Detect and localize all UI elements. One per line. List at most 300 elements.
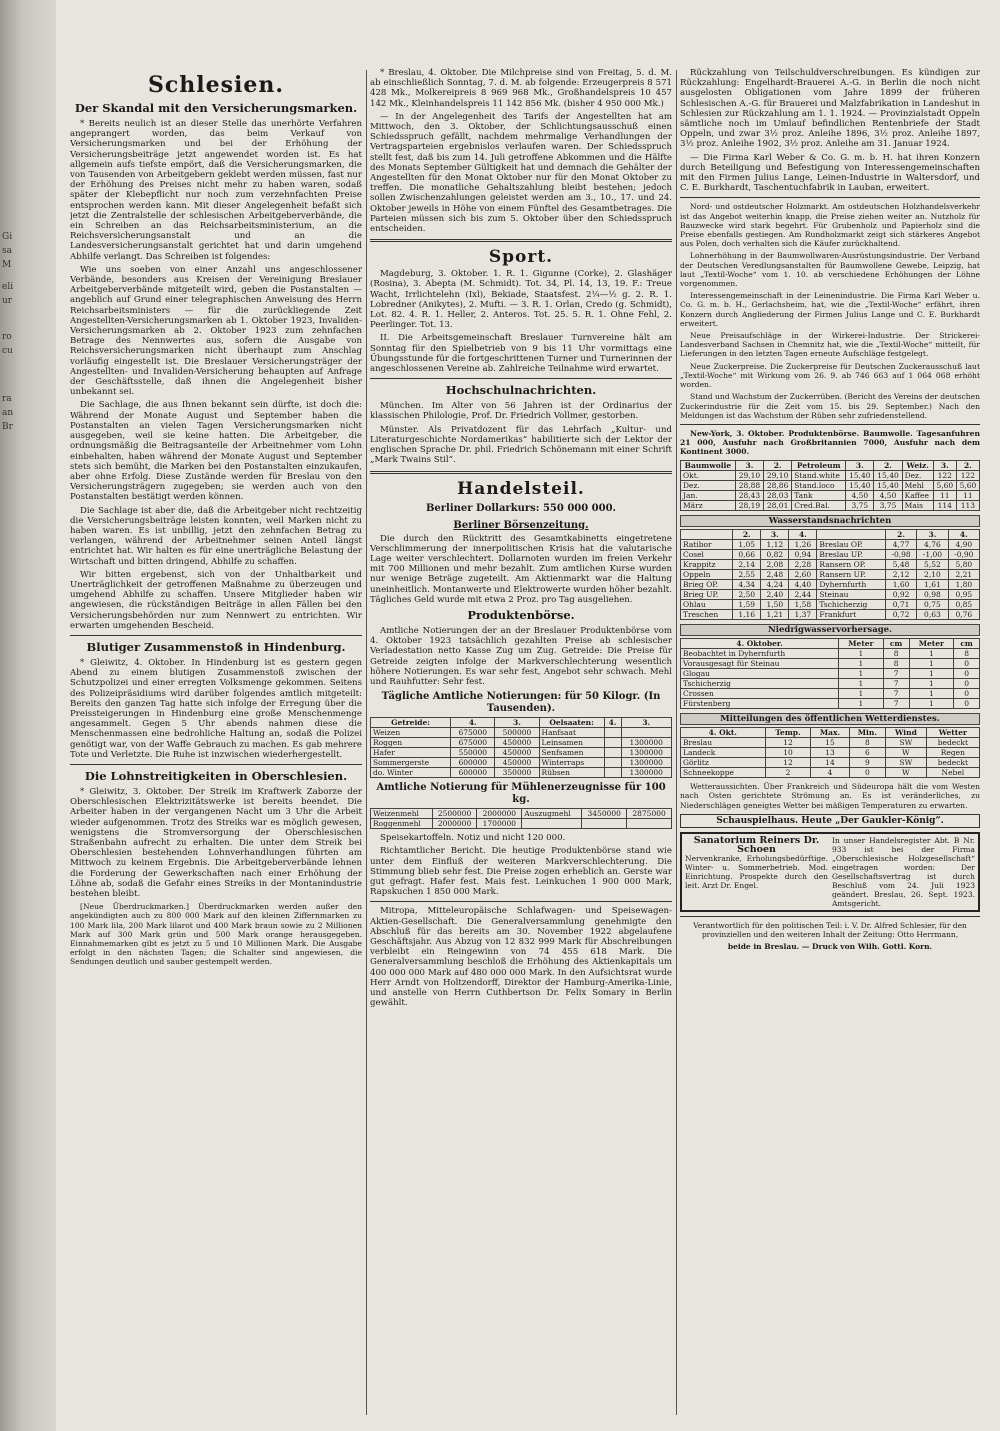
table-header-cell: Temp. (765, 728, 811, 738)
margin-fragment: M (2, 260, 12, 270)
table-cell (604, 758, 621, 768)
table-cell: 0 (954, 688, 980, 698)
table-header-cell: Oelsaaten: (539, 718, 604, 728)
table-row (681, 688, 980, 698)
table-cell: 28,01 (764, 500, 792, 510)
article-paragraph: München. Im Alter von 56 Jahren ist der Ordinarius der klassischen Philologie, Prof. Dr. Friedrich Vollmer, gestorben. (370, 401, 672, 422)
table-row (371, 728, 672, 738)
table-cell: -0,90 (948, 549, 979, 559)
table-cell: 28,43 (735, 490, 763, 500)
table-cell: Tschicherzig (817, 599, 886, 609)
table-cell: 0,75 (917, 599, 948, 609)
sanatorium-ad-text: Nervenkranke, Erholungsbedürftige. Winter- u. Sommerbetrieb. Mod. Einrichtung. Prospekte durch den leit. Arzt Dr. Engel. (685, 853, 828, 890)
table-cell: 114 (933, 500, 956, 510)
table-cell: 1 (839, 688, 884, 698)
table-row (681, 589, 980, 599)
table-row (681, 748, 980, 758)
table-header-cell: 3. (495, 718, 539, 728)
article-paragraph: Stand und Wachstum der Zuckerrüben. (Bericht des Vereins der deutschen Zuckerindustrie für die Zeit vom 15. bis 29. September.) Nach den Meldungen ist das Wachstum der Rüben sehr zufriedenstellend. (680, 392, 980, 420)
table-cell: Roggenmehl (371, 819, 433, 829)
table-caption: Amtliche Notierung für Mühlenerzeugnisse für 100 kg. (376, 782, 666, 806)
article-paragraph: Nord- und ostdeutscher Holzmarkt. Am ostdeutschen Holzhandelsverkehr ist das Angebot weiterhin knapp, die Preise ziehen weiter an. Nutzholz für Bauzwecke wird stark begehrt. Für Grubenholz und Papierholz sind die Preise ebenfalls gestiegen. Am Rundholzmarkt zeigt sich stärkeres Angebot aus Polen, doch verhalten sich die Käufer zurückhaltend. (680, 202, 980, 249)
article-paragraph: Amtliche Notierungen der an der Breslauer Produktenbörse vom 4. Oktober 1923 tatsächlich gezahlten Preise ab schlesischer Verladestation netto Kasse Zug um Zug. Getreide: Die Preise für Getreide zeigten infolge der Markverschlechterung wesentlich höhere Notierungen. Es war sehr fest, Angebot sehr schwach. Mehl und Rauhfutter: Sehr fest. (370, 625, 672, 687)
table-cell: 1,80 (948, 579, 979, 589)
table-cell: 8 (849, 738, 886, 748)
article-paragraph: Magdeburg, 3. Oktober. 1. R. 1. Gigunne (Corke), 2. Glashäger (Rosina), 3. Abepta (M. Schmidt). Tot. 34, Pl. 14, 13, 19. F.: Treue Wacht, Irrlichtelehn (Ixl), Bekiade, Staatsfest. 2¼—½ g. 2. R. 1. Lobredner (Anikytes), 2. Mufti. — 3. R. 1. Orlan, Credo (g. Schmidt), Lot. 82. 4. R. 1. Heller, 2. Anteros. Tot. 25. 5. R. 1. Ohne Fehl, 2. Peerlinger. Tot. 13. (370, 269, 672, 331)
table-cell: 15 (811, 738, 849, 748)
table-cell: Brieg UP. (681, 589, 733, 599)
article-paragraph: * Bereits neulich ist an dieser Stelle das unerhörte Verfahren angeprangert worden, das beim Verkauf von Versicherungsmarken und bei der Erhöhung der Versicherungsbeiträge jetzt angewendet worden ist. Es hat allgemein aufs tiefste empört, daß die Versicherungsmarken, die von Tausenden von Arbeitgebern geklebt werden müssen, fast nur der Erhöhung des Preises nicht mehr zu haben waren, sodaß später der Klebepflicht nur noch zum verzehnfachten Preise entsprochen werden kann. Mit dieser Angelegenheit befaßt sich jetzt die Zentralstelle der schlesischen Arbeitgeberverbände, die ein Schreiben an das Reichsarbeitsministerium, an die Reichsversicherungsanstalt und an die Landesversicherungsanstalt gerichtet hat und darin umgehend Abhilfe verlangt. Das Schreiben ist folgendes: (70, 119, 362, 262)
table-cell: SW (886, 758, 927, 768)
margin-fragment: sa (2, 246, 12, 256)
mehl-table (370, 808, 672, 829)
table-cell: Regen (926, 748, 979, 758)
separator (70, 764, 362, 765)
table-row (681, 490, 980, 500)
table-cell: 12 (765, 758, 811, 768)
table-cell (582, 819, 627, 829)
table-cell: 5,60 (956, 480, 979, 490)
table-cell: 1 (839, 668, 884, 678)
article-title: Blutiger Zusammenstoß in Hindenburg. (86, 639, 346, 654)
table-cell: Winterraps (539, 758, 604, 768)
table-header-cell: 2. (764, 460, 792, 470)
table-cell: 2500000 (432, 809, 477, 819)
table-cell: Krappitz (681, 559, 733, 569)
table-cell: Cosel (681, 549, 733, 559)
table-cell: 1,59 (733, 599, 761, 609)
table-cell: 15,40 (846, 470, 874, 480)
table-cell: 0,63 (917, 609, 948, 619)
theater-notice: Schauspielhaus. Heute „Der Gaukler-König“. (680, 814, 980, 828)
article-paragraph: Münster. Als Privatdozent für das Lehrfach „Kultur- und Literaturgeschichte Nordamerikas“ habilitierte sich der Lektor der englischen Sprache Dr. phil. Friedrich Schönemann mit einer Schrift „Mark Twains Stil“. (370, 424, 672, 466)
handelsregister-notice: In unser Handelsregister Abt. B Nr. 933 ist bei der Firma „Oberschlesische Holzgesellschaft“ eingetragen worden: Der Gesellschaftsvertrag ist durch Beschluß vom 24. Juli 1923 geändert. Breslau, 26. Sept. 1923. Amtsgericht. (832, 835, 975, 908)
table-cell: Mehl (902, 480, 933, 490)
table-cell: 2,28 (789, 559, 817, 569)
separator (680, 424, 980, 425)
niedrigwasser-title: Niedrigwasservorhersage. (680, 624, 980, 636)
wasserstand-table (680, 529, 980, 620)
advertisement-box (680, 832, 980, 912)
wetter-table (680, 727, 980, 778)
separator (370, 901, 672, 902)
table-header-cell: 2. (956, 460, 979, 470)
table-cell: 15,40 (874, 480, 902, 490)
table-cell: 1,12 (761, 539, 789, 549)
table-cell: 1,60 (885, 579, 916, 589)
table-row (681, 609, 980, 619)
table-cell: 28,88 (735, 480, 763, 490)
table-cell: do. Winter (371, 768, 451, 778)
table-header-cell: 4. (948, 529, 979, 539)
table-cell: 0,85 (948, 599, 979, 609)
table-cell: 2,60 (789, 569, 817, 579)
table-row (371, 758, 672, 768)
table-row (681, 648, 980, 658)
table-cell: 0 (954, 698, 980, 708)
table-cell: 0 (954, 658, 980, 668)
table-cell: 500000 (495, 728, 539, 738)
table-cell: 4 (811, 768, 849, 778)
table-cell: 4,24 (761, 579, 789, 589)
article-paragraph: Die durch den Rücktritt des Gesamtkabinetts eingetretene Verschlimmerung der innerpolitischen Krisis hat die valutarische Lage weiter verschlechtert. Dollarnoten wurden im freien Verkehr mit 700 Millionen und mehr bezahlt. Zum amtlichen Kurse wurden nur wenige Beträge zugeteilt. Am Aktienmarkt war die Haltung uneinheitlich. Montanwerte und Elektrowerte wurden höher bezahlt. Tägliches Geld wurde mit etwa 2 Proz. pro Tag ausgeliehen. (370, 533, 672, 605)
column-divider (676, 70, 677, 1415)
table-cell: bedeckt (926, 758, 979, 768)
table-cell: Schneekoppe (681, 768, 766, 778)
table-cell: Oppeln (681, 569, 733, 579)
section-heading-hochschul: Hochschulnachrichten. (445, 383, 597, 398)
table-cell: 7 (883, 668, 909, 678)
table-cell: Stand.loco (792, 480, 846, 490)
article-paragraph: Interessengemeinschaft in der Leinenindustrie. Die Firma Karl Weber u. Co. G. m. b. H., Gerlachsheim, hat, wie die „Textil-Woche“ erfährt, ihren Konzern durch Angliederung der Firmen Julius Lange und C. E. Burkhardt erweitert. (680, 291, 980, 328)
table-cell: 1 (839, 648, 884, 658)
table-cell: Breslau OP. (817, 539, 886, 549)
table-cell (621, 728, 671, 738)
table-cell: 29,10 (735, 470, 763, 480)
table-cell: 2,12 (885, 569, 916, 579)
table-cell: bedeckt (926, 738, 979, 748)
table-cell (604, 768, 621, 778)
article-paragraph: Wie uns soeben von einer Anzahl uns angeschlossener Verbände, besonders aus Kreisen der Vereinigung Breslauer Arbeitgeberverbände mitgeteilt wird, geben die Postanstalten — angeblich auf Grund einer telegraphischen Anweisung des Herrn Reichsarbeitsministers — für die zurückliegende Zeit Angestellten-Versicherungsmarken ab 1. Oktober 1923, Invaliden-Versicherungsmarken ab 2. Oktober 1923 zum zehnfachen Betrage des Nennwertes aus, sofern die Ausgabe von Reichsversicherungsmarken nicht überhaupt zum Anschlag vorläufig eingestellt ist. Die Breslauer Versicherungsträger der Angestellten- und Invaliden-Versicherung behaupten auf Anfrage der Geschäftsstelle, daß ihnen die Angelegenheit bisher unbekannt sei. (70, 264, 362, 398)
table-header-cell: Wetter (926, 728, 979, 738)
table-cell: 4,40 (789, 579, 817, 589)
table-header-cell: Petroleum (792, 460, 846, 470)
table-cell: 1 (839, 678, 884, 688)
separator (370, 378, 672, 379)
column-divider (366, 70, 367, 1415)
table-cell: Kaffee (902, 490, 933, 500)
table-header-cell: 3. (621, 718, 671, 728)
article-paragraph: [Neue Überdruckmarken.] Überdruckmarken werden außer den angekündigten auch zu 800 000 Mark auf den kleinen Ziffernmarken zu 100 Mark lila, 200 Mark lilarot und 400 Mark braun sowie zu 2 Millionen Mark auf 300 Mark grün und 500 Mark orange herausgegeben. Einnahmemarken gibt es jetzt zu 5 und 10 Millionen Mark. Die Ausgabe erfolgt in den nächsten Tagen; die Schalter sind angewiesen, die Sendungen deutlich und sauber gestempelt werden. (70, 902, 362, 967)
table-cell: 0,92 (885, 589, 916, 599)
table-cell: Jan. (681, 490, 736, 500)
table-cell: 122 (933, 470, 956, 480)
table-cell: -1,00 (917, 549, 948, 559)
table-cell: 2,21 (948, 569, 979, 579)
newyork-heading: New-York, 3. Oktober. Produktenbörse. Baumwolle. Tagesanfuhren 21 000, Ausfuhr nach Großbritannien 7000, Ausfuhr nach dem Kontinent 3000. (680, 428, 980, 457)
table-header-cell: Max. (811, 728, 849, 738)
table-cell (522, 819, 582, 829)
table-cell: 1,05 (733, 539, 761, 549)
table-cell: 8 (883, 648, 909, 658)
table-cell: Ransern UP. (817, 569, 886, 579)
table-header-cell (681, 529, 733, 539)
table-header-cell: 3. (846, 460, 874, 470)
table-row (681, 579, 980, 589)
table-row (371, 768, 672, 778)
table-cell: Roggen (371, 738, 451, 748)
table-cell: W (886, 748, 927, 758)
newyork-table (680, 460, 980, 511)
margin-fragment: Gi (2, 232, 13, 242)
table-cell: Beobachtet in Dyhernfurth (681, 648, 839, 658)
article-paragraph: * Gleiwitz, 3. Oktober. Der Streik im Kraftwerk Zaborze der Oberschlesischen Elektrizitätswerke ist bereits beendet. Die Arbeiter haben in der vergangenen Nacht um 3 Uhr die Arbeit wieder aufgenommen. Trotz des Streiks war es möglich gewesen, wenigstens die Stromversorgung der Oberschlesischen Straßenbahn aufrecht zu erhalten. Die unter dem Streik bei Oberschlesien bestehenden Lohnverhandlungen führten am Mittwoch zu keinem Ergebnis. Die Arbeitgeberverbände lehnen die Forderung der Gewerkschaften nach einer Erhöhung der Löhne ab, sodaß die Gefahr eines Streiks in der Montanindustrie bestehen bleibt. (70, 786, 362, 900)
table-cell: 600000 (451, 758, 495, 768)
table-cell: 2000000 (432, 819, 477, 829)
table-cell: 2,14 (733, 559, 761, 569)
article-paragraph: * Gleiwitz, 4. Oktober. In Hindenburg ist es gestern gegen Abend zu einem blutigen Zusammenstoß zwischen der Schutzpolizei und einer erregten Volksmenge gekommen. Seitens des Polizeipräsidiums wird darüber folgendes amtlich mitgeteilt: Bereits den ganzen Tag hatte sich infolge der Erregung über die Preissteigerungen in Hindenburg eine große Menschenmenge angesammelt. Gegen 5 Uhr abends nahmen diese die Menschenmassen eine bedrohliche Haltung an, sodaß die Polizei genötigt war, von der Waffe Gebrauch zu machen. Es gab mehrere Tote und Verletzte. Die Ruhe ist inzwischen wiederhergestellt. (70, 657, 362, 760)
table-row (681, 678, 980, 688)
table-header-cell: Baumwolle (681, 460, 736, 470)
table-cell: 4,90 (948, 539, 979, 549)
table-header-cell: Weiz. (902, 460, 933, 470)
table-header-cell: 3. (735, 460, 763, 470)
table-cell: 0,82 (761, 549, 789, 559)
article-paragraph: Wir bitten ergebenst, sich von der Unhaltbarkeit und Unerträglichkeit der getroffenen Maßnahme zu überzeugen und umgehend Abhilfe zu schaffen. Unsere Mitglieder haben wir angewiesen, die rückständigen Beiträge in allen Fällen bei den Versicherungsbehörden nur zum Nennwert zu entrichten. Wir erwarten umgehenden Bescheid. (70, 569, 362, 631)
margin-fragment: ra (2, 394, 12, 404)
table-cell: Sommergerste (371, 758, 451, 768)
table-header-cell: 2. (733, 529, 761, 539)
table-cell: 1,37 (789, 609, 817, 619)
table-cell: Mais (902, 500, 933, 510)
margin-fragment: an (2, 408, 14, 418)
table-cell: Tank (792, 490, 846, 500)
table-row (681, 768, 980, 778)
table-cell: Steinau (817, 589, 886, 599)
table-cell: 350000 (495, 768, 539, 778)
table-cell: 600000 (451, 768, 495, 778)
table-cell: 1 (909, 678, 954, 688)
section-heading-sport: Sport. (488, 247, 554, 268)
article-paragraph: — Die Firma Karl Weber & Co. G. m. b. H. hat ihren Konzern durch Beteiligung und Befestigung von Interessengemeinschaften mit den Firmen Julius Lange, Leinen-Industrie in Waltersdorf, und C. E. Burkhardt, Taschentuchfabrik in Lauban, erweitert. (680, 152, 980, 194)
table-cell: Brieg OP. (681, 579, 733, 589)
table-cell: 10 (765, 748, 811, 758)
table-header-cell: 3. (761, 529, 789, 539)
table-cell: 1300000 (621, 738, 671, 748)
table-cell: 0,95 (948, 589, 979, 599)
table-header-cell: Meter (909, 638, 954, 648)
table-cell: 2,44 (789, 589, 817, 599)
table-cell: 0,98 (917, 589, 948, 599)
table-cell: 2875000 (627, 809, 672, 819)
table-cell: 450000 (495, 758, 539, 768)
sanatorium-ad (685, 836, 828, 908)
table-cell: Weizen (371, 728, 451, 738)
table-cell: Hafer (371, 748, 451, 758)
table-row (681, 738, 980, 748)
table-cell: 0 (954, 668, 980, 678)
table-cell: Dez. (681, 480, 736, 490)
dollar-rate: Berliner Dollarkurs: 550 000 000. (425, 502, 617, 514)
table-cell: Senfsamen (539, 748, 604, 758)
table-cell: 12 (765, 738, 811, 748)
table-cell: Rübsen (539, 768, 604, 778)
article-paragraph: Richtamtlicher Bericht. Die heutige Produktenbörse stand wie unter dem Einfluß der weiteren Markverschlechterung. Die Stimmung blieb sehr fest. Die Preise zogen erheblich an. Gerste war gut gefragt. Hafer fest. Mais fest. Leinkuchen 1 900 000 Mark, Rapskuchen 1 850 000 Mark. (370, 846, 672, 898)
article-paragraph: Speisekartoffeln. Notiz und nicht 120 000. (380, 833, 566, 844)
table-cell: 4,50 (874, 490, 902, 500)
table-cell: 1 (909, 658, 954, 668)
table-header-cell: 4. (451, 718, 495, 728)
table-cell: 1,61 (917, 579, 948, 589)
table-cell: Breslau (681, 738, 766, 748)
table-row (371, 748, 672, 758)
article-paragraph: Die Sachlage ist aber die, daß die Arbeitgeber nicht rechtzeitig die Versicherungsbeiträge leisten konnten, weil Marken nicht zu haben waren. Es ist unbillig, jetzt den zehnfachen Betrag zu verlangen, während der Arbeitnehmer seinen Anteil längst entrichtet hat. Wir halten es für eine unerträgliche Belastung der Wirtschaft und bitten dringend, Abhilfe zu schaffen. (70, 505, 362, 567)
table-cell: 1 (909, 668, 954, 678)
article-paragraph: Lohnerhöhung in der Baumwollwaren-Ausrüstungsindustrie. Der Verband der Deutschen Veredlungsanstalten für Baumwollene Gewebe, Leipzig, hat laut „Textil-Woche“ vom 1. 10. ab verschiedene Erhöhungen der Löhne vorgenommen. (680, 251, 980, 289)
table-cell: 4,50 (846, 490, 874, 500)
table-cell: März (681, 500, 736, 510)
table-cell (604, 738, 621, 748)
separator (370, 471, 672, 474)
table-row (681, 539, 980, 549)
table-cell: 675000 (451, 728, 495, 738)
column-3 (680, 68, 980, 1420)
table-header-cell: 3. (933, 460, 956, 470)
table-cell: 675000 (451, 738, 495, 748)
table-cell: 7 (883, 698, 909, 708)
table-cell: Ratibor (681, 539, 733, 549)
table-cell: Cred.Bal. (792, 500, 846, 510)
getreide-table (370, 717, 672, 778)
table-cell: Ohlau (681, 599, 733, 609)
table-cell (604, 728, 621, 738)
table-cell: 450000 (495, 738, 539, 748)
article-paragraph: * Breslau, 4. Oktober. Die Milchpreise sind von Freitag, 5. d. M. ab einschließlich Sonntag, 7. d. M. ab folgende: Erzeugerpreis 8 571 428 Mk., Molkereipreis 8 969 968 Mk., Großhandelspreis 10 457 142 Mk., Kleinhandelspreis 11 142 856 Mk. (bisher 4 950 000 Mk.) (370, 68, 672, 109)
table-cell: 0,72 (885, 609, 916, 619)
table-cell: 9 (849, 758, 886, 768)
separator (70, 635, 362, 636)
table-cell: -0,98 (885, 549, 916, 559)
table-cell: 8 (883, 658, 909, 668)
table-cell: 2000000 (477, 809, 522, 819)
table-cell: 2,50 (733, 589, 761, 599)
table-cell: 28,03 (764, 490, 792, 500)
table-cell: 5,60 (933, 480, 956, 490)
table-cell: 113 (956, 500, 979, 510)
table-row (681, 569, 980, 579)
table-cell: 7 (883, 678, 909, 688)
table-cell: 3450000 (582, 809, 627, 819)
table-row (681, 480, 980, 490)
table-cell: 1,26 (789, 539, 817, 549)
table-cell: Dez. (902, 470, 933, 480)
table-cell: 4,76 (917, 539, 948, 549)
table-cell: 122 (956, 470, 979, 480)
table-cell: 8 (954, 648, 980, 658)
table-row (681, 758, 980, 768)
table-cell: Weizenmehl (371, 809, 433, 819)
article-paragraph: II. Die Arbeitsgemeinschaft Breslauer Turnvereine hält am Sonntag für den Spielbetrieb von 9 bis 11 Uhr vormittags eine Übungsstunde für die fortgeschrittenen Turner und Turnerinnen der angeschlossenen Vereine ab. Zahlreiche Teilnahme wird erwartet. (370, 333, 672, 375)
table-cell: 14 (811, 758, 849, 768)
table-cell: 3,75 (874, 500, 902, 510)
table-cell: Breslau UP. (817, 549, 886, 559)
table-header-row (681, 529, 980, 539)
section-heading-produktenboerse: Produktenbörse. (467, 607, 575, 622)
table-cell: 1,21 (761, 609, 789, 619)
table-cell: 2,10 (917, 569, 948, 579)
table-header-cell: Wind (886, 728, 927, 738)
table-cell: 1 (909, 698, 954, 708)
sanatorium-ad-name: Sanatorium Reiners Dr. Schoen (693, 834, 820, 855)
table-cell: 1300000 (621, 768, 671, 778)
article-title: Die Lohnstreitigkeiten in Oberschlesien. (84, 768, 348, 783)
table-cell: 1 (839, 698, 884, 708)
table-header-cell: 2. (885, 529, 916, 539)
table-cell: 1,50 (761, 599, 789, 609)
table-cell: Vorausgesagt für Steinau (681, 658, 839, 668)
table-row (681, 668, 980, 678)
niedrigwasser-table (680, 638, 980, 709)
imprint-line: beide in Breslau. — Druck von Wilh. Gottl. Korn. (727, 941, 933, 951)
weather-outlook: Wetteraussichten. Über Frankreich und Südeuropa hält die vom Westen nach Osten gerichtete Strömung an. Es ist veränderliches, zu Niederschlägen geneigtes Wetter bei mäßigen Temperaturen zu erwarten. (680, 782, 980, 810)
table-row (371, 819, 672, 829)
column-2 (370, 68, 672, 1420)
table-cell: Leinsamen (539, 738, 604, 748)
table-cell: 2 (765, 768, 811, 778)
article-paragraph: Rückzahlung von Teilschuldverschreibungen. Es kündigen zur Rückzahlung: Engelhardt-Brauerei A.-G. in Berlin die noch nicht ausgelosten Obligationen vom Jahre 1899 der früheren Schlesischen A.-G. für Brauerei und Malzfabrikation in Landeshut in Schlesien zur Rückzahlung am 1. 1. 1924. — Provinzialstadt Oppeln sämtliche noch im Umlauf befindlichen Rentenbriefe der Stadt Oppeln, und zwar 3½ proz. Anleihe 1896, 3½ proz. Anleihe 1897, 3½ proz. Anleihe 1902, 3½ proz. Anleihe am 31. Januar 1924. (680, 68, 980, 150)
table-header-cell (817, 529, 886, 539)
table-cell: Frankfurt (817, 609, 886, 619)
table-row (371, 738, 672, 748)
table-cell: 7 (883, 688, 909, 698)
table-cell: 0,66 (733, 549, 761, 559)
table-header-cell: 4. (604, 718, 621, 728)
table-row (681, 599, 980, 609)
table-row (681, 698, 980, 708)
wetterdienst-title: Mitteilungen des öffentlichen Wetterdienstes. (680, 713, 980, 725)
left-margin-strip (0, 0, 56, 1431)
table-cell: 5,48 (885, 559, 916, 569)
table-cell: 28,19 (735, 500, 763, 510)
table-cell: 3,75 (846, 500, 874, 510)
table-cell: Hanfsaat (539, 728, 604, 738)
table-cell: 5,52 (917, 559, 948, 569)
table-cell: 1,16 (733, 609, 761, 619)
table-header-cell: 4. (789, 529, 817, 539)
table-cell: 5,80 (948, 559, 979, 569)
table-cell: Okt. (681, 470, 736, 480)
table-cell: 0,71 (885, 599, 916, 609)
separator (370, 239, 672, 242)
table-cell: 0 (849, 768, 886, 778)
table-header-cell: Min. (849, 728, 886, 738)
table-header-row (681, 638, 980, 648)
table-cell: 1300000 (621, 748, 671, 758)
margin-fragment: cu (2, 346, 13, 356)
table-cell: 4,34 (733, 579, 761, 589)
margin-fragment: ur (2, 296, 13, 306)
margin-fragment: eli (2, 282, 14, 292)
table-cell: 1700000 (477, 819, 522, 829)
imprint-line: Verantwortlich für den politischen Teil: i. V. Dr. Alfred Schlesier, für den provinziellen und den weiteren Inhalt der Zeitung: Otto Herrmann, (693, 920, 967, 939)
table-header-row (681, 728, 980, 738)
table-cell: 4,77 (885, 539, 916, 549)
table-cell: 29,10 (764, 470, 792, 480)
separator (680, 197, 980, 198)
table-cell: 0,94 (789, 549, 817, 559)
table-cell: 550000 (451, 748, 495, 758)
table-cell: Glogau (681, 668, 839, 678)
table-row (371, 809, 672, 819)
wasserstand-title: Wasserstandsnachrichten (680, 515, 980, 527)
section-heading-schlesien: Schlesien. (147, 72, 285, 98)
table-cell: 2,48 (761, 569, 789, 579)
table-cell: 2,08 (761, 559, 789, 569)
table-cell: 1 (909, 688, 954, 698)
article-paragraph: Neue Zuckerpreise. Die Zuckerpreise für Deutschen Zuckerausschuß laut „Textil-Woche“ mit Wirkung vom 26. 9. ab 746 663 auf 1 064 068 erhöht worden. (680, 361, 980, 390)
table-header-cell: Meter (839, 638, 884, 648)
table-row (681, 658, 980, 668)
table-header-cell: cm (883, 638, 909, 648)
table-header-cell: 4. Oktober. (681, 638, 839, 648)
column-1 (70, 68, 362, 1420)
table-header-cell: cm (954, 638, 980, 648)
table-cell: Auszugmehl (522, 809, 582, 819)
table-cell: SW (886, 738, 927, 748)
table-cell: Nebel (926, 768, 979, 778)
table-header-cell: 2. (874, 460, 902, 470)
table-cell: 11 (956, 490, 979, 500)
